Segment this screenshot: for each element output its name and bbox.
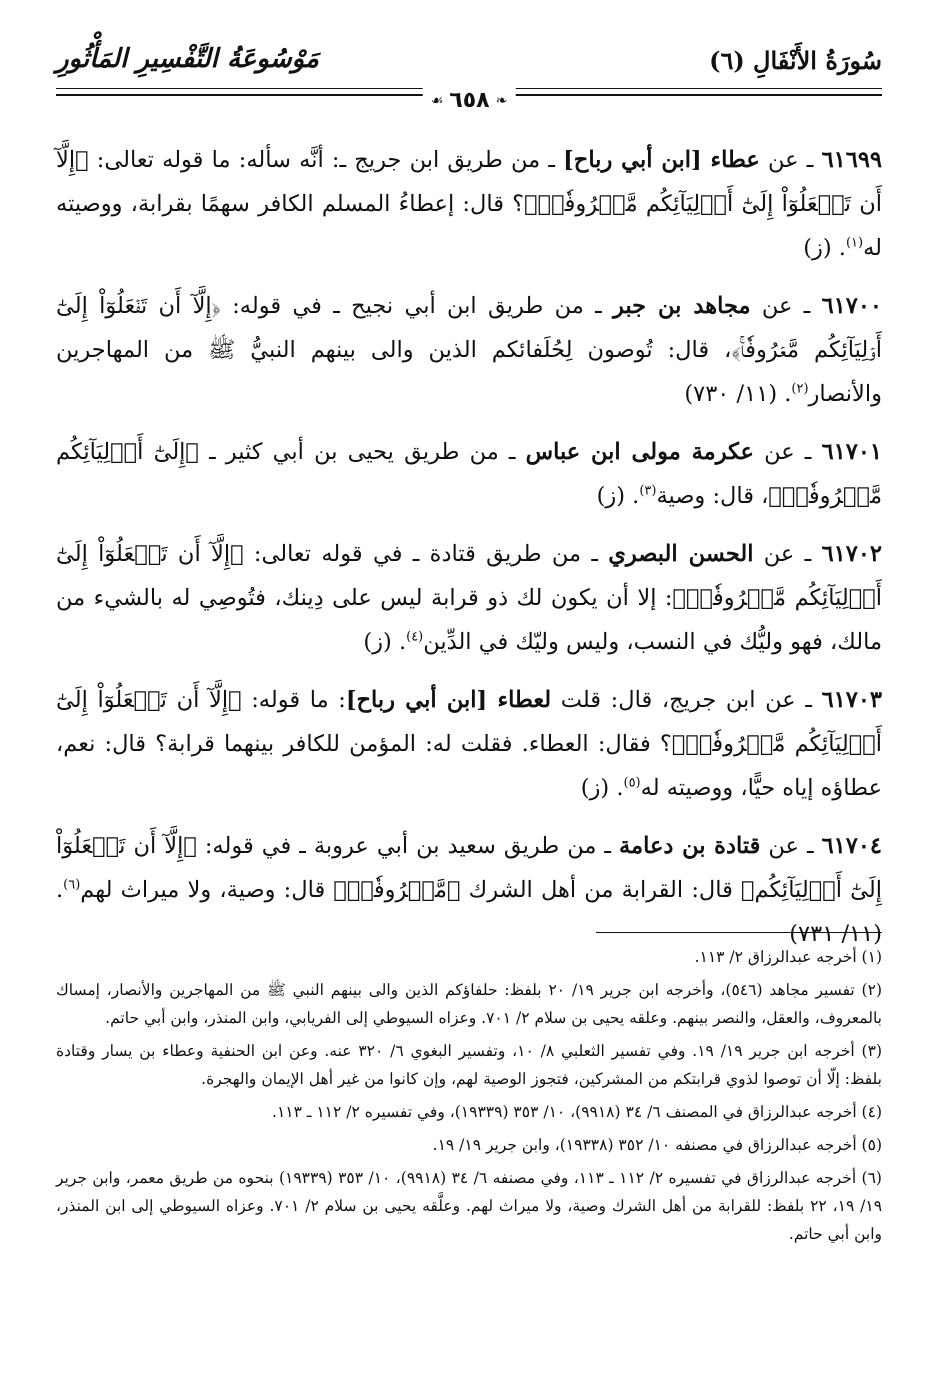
book-page [56,40,882,1350]
entry-number: ٦١٧٠٤ [821,833,882,859]
footnote: (٣) أخرجه ابن جرير ١٩/ ١٩. وفي تفسير الثعلبي ٨/ ١٠، وتفسير البغوي ٦/ ٣٢٠ عنه. وعن ابن الحنفية وعطاء بن يسار وقتادة بلفظ: إلّا أن توصوا لذوي قرابتكم من المشركين، فتجوز الوصية لهم، وإن كانوا من غير أهل الإيمان والهجرة. [56,1042,882,1088]
page-number: ٦٥٨ [449,88,490,113]
entry-tail: . (ز) [363,629,407,655]
narrator-name: مجاهد بن جبر [612,293,751,319]
entry-number: ٦١٧٠٢ [821,541,883,567]
footnote: (٦) أخرجه عبدالرزاق في تفسيره ٢/ ١١٢ ـ ١١٣، وفي مصنفه ٦/ ٣٤ (٩٩١٨)، ١٠/ ٣٥٣ (١٩٣٣٩) بنحوه من طريق معمر، وابن جرير ١٩/ ١٩، ٢٢ بلفظ: للقرابة من أهل الشرك وصية، ولا ميراث لهم. وعلَّقه يحيى بن سلام ٢/ ٧٠١. وعزاه السيوطي إلى ابن المنذر، وابن أبي حاتم. [56,1169,883,1243]
entry-tail: . (ز) [580,775,624,801]
entry-number: ٦١٧٠٠ [821,293,882,319]
entry-text: ـ من طريق ابن أبي نجيح ـ في قوله: ﴿إِلَّآ أَن تَفۡعَلُوٓاْ إِلَىٰٓ أَوۡلِيَآئِكُم مَّعۡرُوفٗاۚ﴾، قال: تُوصون لِحُلَفائكم الذين والى بينهم النبيُّ ﷺ من المهاجرين والأنصار [56,293,882,407]
entry-intro: ـ عن [750,293,811,319]
entries-list [56,138,882,970]
footnote: (٤) أخرجه عبدالرزاق في المصنف ٦/ ٣٤ (٩٩١٨)، ١٠/ ٣٥٣ (١٩٣٣٩)، وفي تفسيره ٢/ ١١٢ ـ ١١٣. [272,1103,882,1121]
book-title: مَوْسُوعَةُ التَّفْسِيرِ المَأْثُورِ [56,44,319,74]
footnote: (٢) تفسير مجاهد (٥٤٦)، وأخرجه ابن جرير ١٩/ ٢٠ بلفظ: حلفاؤكم الذين والى بينهم النبي ﷺ من المهاجرين والأنصار، إمساك بالمعروف، والعقل، والنصر بينهم. وعلقه يحيى بن سلام ٢/ ٧٠١. وعزاه السيوطي إلى الفريابي، وابن المنذر، وابن أبي حاتم. [56,981,882,1027]
footnote: (١) أخرجه عبدالرزاق ٢/ ١١٣. [694,948,882,966]
entry-tail: . (ز) [596,483,640,509]
narrator-name: لعطاء [ابن أبي رباح] [345,687,552,713]
footnote-ref[interactable]: (٤) [406,629,424,645]
footnote-ref[interactable]: (١) [845,235,864,251]
entry-tail: . (١١/ ٧٣٠) [684,381,792,407]
footnote: (٥) أخرجه عبدالرزاق في مصنفه ١٠/ ٣٥٢ (١٩٣٣٨)، وابن جرير ١٩/ ١٩. [432,1136,882,1154]
footnote-ref[interactable]: (٦) [63,877,81,893]
entry-number: ٦١٦٩٩ [821,147,883,173]
entry-intro: ـ عن [753,541,812,567]
entry-intro: ـ عن [759,147,814,173]
entry-text: ـ من طريق ابن جريج ـ: أنَّه سأله: ما قوله تعالى: ﴿إِلَّآ أَن تَفۡعَلُوٓاْ إِلَىٰٓ أَوۡلِيَآئِكُم مَّعۡرُوفٗاۚ﴾؟ قال: إعطاءُ المسلم الكافر سهمًا بقرابة، ووصيته له [56,147,882,261]
entry [56,678,882,810]
entry-text: ـ من طريق يحيى بن أبي كثير ـ ﴿إِلَىٰٓ أَوۡلِيَآئِكُم مَّعۡرُوفٗاۚ﴾، قال: وصية [56,439,882,509]
entry [56,532,882,664]
entry-text: ـ من طريق قتادة ـ في قوله تعالى: ﴿إِلَّآ أَن تَفۡعَلُوٓاْ إِلَىٰٓ أَوۡلِيَآئِكُم مَّعۡرُوفٗاۚ﴾: إلا أن يكون لك ذو قرابة ليس على دِينك، فتُوصِي له بالشيء من مالك، فهو وليُّك في النسب، وليس وليّك في الدِّين [56,541,882,655]
entry [56,138,882,270]
entry-text: ـ من طريق سعيد بن أبي عروبة ـ في قوله: ﴿إِلَّآ أَن تَفۡعَلُوٓاْ إِلَىٰٓ أَوۡلِيَآئِكُم﴾ قال: القرابة من أهل الشرك ﴿مَّعۡرُوفٗاۚ﴾ قال: وصية، ولا ميراث لهم [56,833,882,903]
entry-number: ٦١٧٠٣ [821,687,882,713]
footnotes-section [56,932,882,1253]
entry-number: ٦١٧٠١ [821,439,882,465]
entry-intro: ـ عن ابن جريج، قال: قلت [551,687,812,713]
entry [56,430,882,518]
entry-text: : ما قوله: ﴿إِلَّآ أَن تَفۡعَلُوٓاْ إِلَىٰٓ أَوۡلِيَآئِكُم مَّعۡرُوفٗاۚ﴾؟ فقال: العطاء. فقلت له: المؤمن للكافر بينهما قرابة؟ قال: نعم، عطاؤه إياه حيًّا، ووصيته له [56,687,882,801]
footnote-ref[interactable]: (٢) [791,381,809,397]
page-number-box [423,88,516,113]
footnote-ref[interactable]: (٣) [639,483,657,499]
ornament-icon: ❧ [495,92,508,109]
ornament-icon: ☙ [430,92,444,109]
narrator-name: عكرمة مولى ابن عباس [525,439,754,465]
entry [56,284,882,416]
entry-tail: . (١١/ ٧٣١) [56,877,882,947]
footnote-ref[interactable]: (٥) [623,775,641,791]
footnote-rule [596,932,882,933]
narrator-name: قتادة بن دعامة [618,833,761,859]
narrator-name: عطاء [ابن أبي رباح] [563,147,760,173]
entry-intro: ـ عن [760,833,814,859]
entry-intro: ـ عن [753,439,812,465]
entry-tail: . (ز) [803,235,846,261]
narrator-name: الحسن البصري [608,541,754,567]
surah-title: سُورَةُ الأَنْفَالِ (٦) [709,46,882,75]
